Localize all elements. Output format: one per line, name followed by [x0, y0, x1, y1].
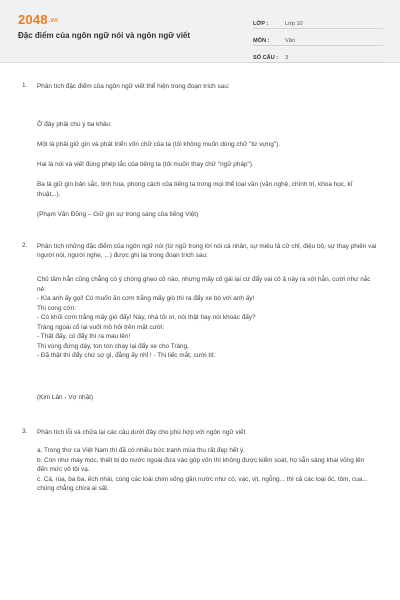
q3-items — [37, 446, 375, 494]
logo-text: 2048 — [18, 12, 48, 27]
q3-item-c: c. Cá, rùa, ba ba, ếch nhái, cùng các loài chim sống gần nước như cò, vạc, vịt, ngỗng... thì cả các loại ốc, tôm, cua... chúng chẳng chừa ai sất. — [37, 475, 368, 492]
excerpt-line: - Có khối cơm trắng mấy giò đấy! Này, nhà tôi ơi, nói thật hay nói khoác đấy? — [37, 314, 256, 321]
excerpt-line: Chủ tâm hắn cũng chẳng có ý chòng ghẹo cô nào, nhưng mấy cô gái lại cứ đẩy vai cô ả này ra với hắn, cười như nắc nẻ: — [37, 276, 371, 293]
excerpt-line: Tràng ngoái cổ lại vuốt mồ hôi trên mặt cười: — [37, 323, 165, 331]
q1-paragraph: Hai là nói và viết đúng phép tắc của tiếng ta (tôi muốn thay chữ "ngữ pháp"). — [37, 161, 254, 168]
question-number: 2. — [22, 242, 28, 249]
q1-paragraph: Một là phải giữ gìn và phát triển vốn chữ của ta (tôi không muốn dùng chữ "từ vựng"). — [37, 141, 280, 148]
question-number: 1. — [22, 82, 28, 89]
question-prompt: Phân tích đặc điểm của ngôn ngữ viết thể hiện trong đoạn trích sau: — [37, 83, 230, 90]
document-title: Đặc điểm của ngôn ngữ nói và ngôn ngữ viết — [18, 31, 191, 40]
meta-info — [253, 13, 383, 64]
meta-value: 3 — [285, 55, 289, 61]
meta-label: MÔN : — [253, 38, 270, 44]
meta-value: Lớp 10 — [285, 21, 303, 27]
meta-row-subject — [253, 30, 383, 46]
q2-excerpt — [37, 275, 375, 361]
site-logo[interactable] — [18, 12, 58, 27]
logo-tld: .vn — [48, 18, 59, 24]
q3-item-b: b. Còn như máy móc, thiết bị do nước ngoài đưa vào góp vốn thì không được kiểm soát, họ sẵn sàng khai vống lên đến mức vô tội vạ. — [37, 456, 365, 473]
excerpt-line: - Đã thật thì đẩy chứ sợ gì, đằng ấy nhỉ ! - Thị liếc mắt, cười tít. — [37, 352, 216, 359]
excerpt-line: Thị cong cớn: — [37, 304, 77, 312]
q1-paragraph: Ở đây phải chú ý ba khâu: — [37, 121, 112, 128]
page-header — [0, 0, 400, 63]
meta-row-question-count — [253, 47, 383, 63]
meta-value: Văn — [285, 38, 295, 44]
meta-label: LỚP : — [253, 21, 269, 27]
question-number: 3. — [22, 428, 28, 435]
excerpt-line: Thị vùng đứng dậy, ton ton chạy lại đẩy xe cho Tràng. — [37, 342, 189, 350]
question-prompt: Phân tích những đặc điểm của ngôn ngữ nói (từ ngữ trong lời nói cá nhân, sự miêu tả cử chỉ, điệu bộ, sự thay phiên vai người nói, người nghe, ...) được ghi lại trong đoạn trích sau: — [37, 243, 377, 259]
meta-row-class — [253, 13, 383, 29]
excerpt-line: - Thật đấy, có đẩy thì ra mau lên! — [37, 333, 131, 340]
q1-paragraph: Ba là giữ gìn bản sắc, tinh hoa, phong cách của tiếng ta trong mọi thể loại văn (văn nghệ, chính trị, khoa học, kĩ thuật,..). — [37, 181, 353, 198]
meta-label: SỐ CÂU : — [253, 55, 279, 61]
q2-source: (Kim Lân - Vợ nhặt) — [37, 394, 94, 401]
q1-source: (Phạm Văn Đồng – Giữ gìn sự trong sáng của tiếng Việt) — [37, 211, 199, 218]
q3-item-a: a. Trong thơ ca Việt Nam thì đã có nhiều bức tranh mùa thu rất đẹp hết ý. — [37, 447, 245, 454]
excerpt-line: - Kìa anh ấy gọi! Có muốn ăn cơm trắng mấy giò thì ra đẩy xe bò với anh ấy! — [37, 295, 255, 302]
question-prompt: Phân tích lỗi và chữa lại các câu dưới đây cho phù hợp với ngôn ngữ viết — [37, 429, 246, 436]
